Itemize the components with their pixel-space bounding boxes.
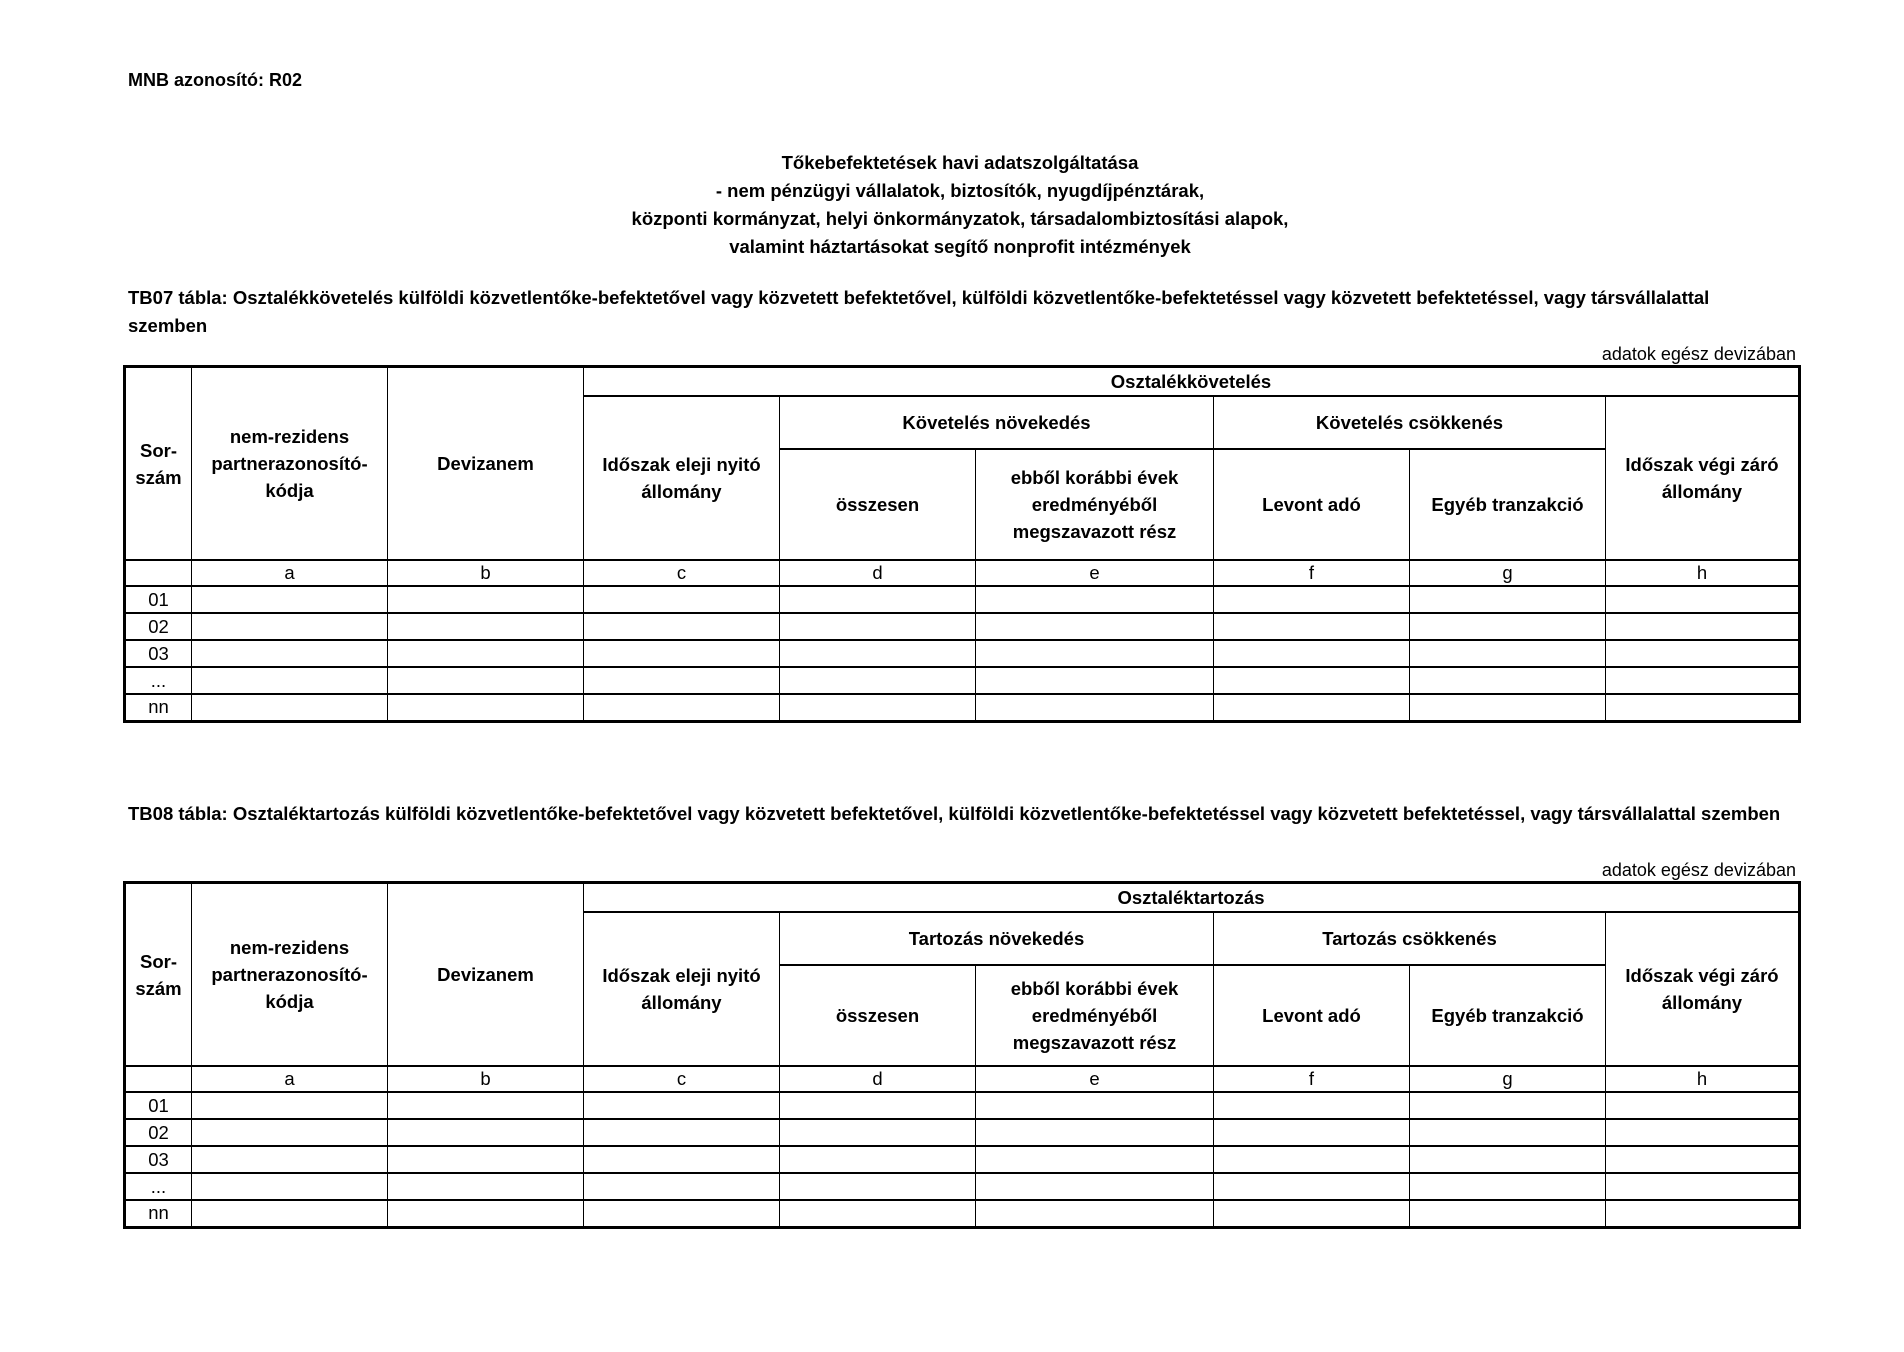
row-number: 02 — [125, 613, 192, 640]
row-number: ... — [125, 667, 192, 694]
header-opening-stock: Időszak eleji nyitó állomány — [584, 396, 780, 560]
data-cell[interactable] — [976, 586, 1214, 613]
data-cell[interactable] — [584, 1200, 780, 1227]
data-cell[interactable] — [192, 694, 388, 721]
header-closing-stock: Időszak végi záró állomány — [1606, 912, 1800, 1066]
data-cell[interactable] — [584, 586, 780, 613]
letter-cell: b — [388, 560, 584, 586]
header-decrease: Követelés csökkenés — [1214, 396, 1606, 449]
data-cell[interactable] — [976, 1119, 1214, 1146]
letter-cell: a — [192, 1066, 388, 1092]
data-cell[interactable] — [1410, 1200, 1606, 1227]
data-cell[interactable] — [780, 694, 976, 721]
data-cell[interactable] — [1410, 640, 1606, 667]
header-increase: Tartozás növekedés — [780, 912, 1214, 965]
data-cell[interactable] — [192, 1092, 388, 1119]
row-number: nn — [125, 1200, 192, 1227]
row-number: 01 — [125, 586, 192, 613]
data-cell[interactable] — [584, 613, 780, 640]
row-number: nn — [125, 694, 192, 721]
data-cell[interactable] — [584, 1119, 780, 1146]
data-cell[interactable] — [1606, 1173, 1800, 1200]
data-cell[interactable] — [1410, 1092, 1606, 1119]
data-cell[interactable] — [1606, 694, 1800, 721]
data-cell[interactable] — [1606, 613, 1800, 640]
data-cell[interactable] — [1410, 1173, 1606, 1200]
data-cell[interactable] — [584, 1092, 780, 1119]
header-group: Osztalékkövetelés — [584, 367, 1800, 397]
data-cell[interactable] — [1606, 640, 1800, 667]
letter-cell: e — [976, 560, 1214, 586]
data-cell[interactable] — [584, 1146, 780, 1173]
data-cell[interactable] — [1214, 694, 1410, 721]
tb08-unit-note: adatok egész devizában — [1601, 860, 1796, 880]
letter-cell: c — [584, 560, 780, 586]
header-other-transaction: Egyéb tranzakció — [1410, 449, 1606, 560]
data-cell[interactable] — [1214, 667, 1410, 694]
data-cell[interactable] — [780, 1092, 976, 1119]
letter-cell: c — [584, 1066, 780, 1092]
data-cell[interactable] — [192, 640, 388, 667]
data-cell[interactable] — [388, 1200, 584, 1227]
letter-cell — [125, 560, 192, 586]
data-cell[interactable] — [192, 1173, 388, 1200]
tb07-caption: TB07 tábla: Osztalékkövetelés külföldi közvetlentőke-befektetővel vagy közvetett befektetővel, külföldi közvetlentőke-befektetéssel vagy közvetett befektetéssel, vagy társvállalattal szemben — [128, 287, 1710, 336]
tb07-table — [123, 365, 1801, 723]
data-cell[interactable] — [976, 1092, 1214, 1119]
mnb-identifier: MNB azonosító: R02 — [128, 70, 303, 90]
data-cell[interactable] — [1214, 1119, 1410, 1146]
data-cell[interactable] — [780, 667, 976, 694]
header-opening-stock: Időszak eleji nyitó állomány — [584, 912, 780, 1066]
data-cell[interactable] — [1606, 667, 1800, 694]
header-other-transaction: Egyéb tranzakció — [1410, 965, 1606, 1066]
data-cell[interactable] — [1214, 1092, 1410, 1119]
header-group: Osztaléktartozás — [584, 883, 1800, 913]
tb07-unit-note: adatok egész devizában — [1601, 344, 1796, 364]
data-cell[interactable] — [976, 667, 1214, 694]
letter-cell: g — [1410, 1066, 1606, 1092]
data-cell[interactable] — [1410, 694, 1606, 721]
letter-cell — [125, 1066, 192, 1092]
letter-cell: e — [976, 1066, 1214, 1092]
data-cell[interactable] — [1410, 667, 1606, 694]
header-partner-code: nem-rezidens partnerazonosító-kódja — [192, 883, 388, 1067]
data-cell[interactable] — [192, 586, 388, 613]
document-title — [0, 149, 1904, 261]
data-cell[interactable] — [1606, 1119, 1800, 1146]
data-cell[interactable] — [1410, 1146, 1606, 1173]
header-withheld-tax: Levont adó — [1214, 965, 1410, 1066]
data-cell[interactable] — [192, 667, 388, 694]
data-cell[interactable] — [780, 1173, 976, 1200]
title-line: - nem pénzügyi vállalatok, biztosítók, nyugdíjpénztárak, — [715, 180, 1205, 201]
data-cell[interactable] — [584, 667, 780, 694]
header-row-number: Sor-szám — [125, 883, 192, 1067]
data-cell[interactable] — [780, 1119, 976, 1146]
letter-cell: d — [780, 560, 976, 586]
data-cell[interactable] — [1214, 1146, 1410, 1173]
data-cell[interactable] — [1214, 613, 1410, 640]
title-line: Tőkebefektetések havi adatszolgáltatása — [781, 152, 1139, 173]
data-cell[interactable] — [976, 1200, 1214, 1227]
row-number: 01 — [125, 1092, 192, 1119]
data-cell[interactable] — [388, 1146, 584, 1173]
header-currency: Devizanem — [388, 883, 584, 1067]
letter-cell: b — [388, 1066, 584, 1092]
data-cell[interactable] — [192, 1146, 388, 1173]
data-cell[interactable] — [388, 613, 584, 640]
title-line: valamint háztartásokat segítő nonprofit intézmények — [729, 236, 1191, 257]
header-of-which-prior-years: ebből korábbi évek eredményéből megszavazott rész — [976, 449, 1214, 560]
data-cell[interactable] — [388, 1119, 584, 1146]
data-cell[interactable] — [780, 613, 976, 640]
data-cell[interactable] — [584, 1173, 780, 1200]
data-cell[interactable] — [388, 1173, 584, 1200]
header-row-number: Sor-szám — [125, 367, 192, 561]
data-cell[interactable] — [1606, 1092, 1800, 1119]
data-cell[interactable] — [976, 694, 1214, 721]
data-cell[interactable] — [192, 1200, 388, 1227]
data-cell[interactable] — [1410, 586, 1606, 613]
letter-cell: f — [1214, 1066, 1410, 1092]
data-cell[interactable] — [976, 613, 1214, 640]
letter-cell: f — [1214, 560, 1410, 586]
data-cell[interactable] — [1606, 1146, 1800, 1173]
letter-cell: h — [1606, 560, 1800, 586]
data-cell[interactable] — [192, 1119, 388, 1146]
header-currency: Devizanem — [388, 367, 584, 561]
data-cell[interactable] — [780, 1146, 976, 1173]
letter-cell: a — [192, 560, 388, 586]
header-closing-stock: Időszak végi záró állomány — [1606, 396, 1800, 560]
tb08-table — [123, 881, 1801, 1229]
row-number: 03 — [125, 1146, 192, 1173]
data-cell[interactable] — [780, 586, 976, 613]
row-number: ... — [125, 1173, 192, 1200]
header-partner-code: nem-rezidens partnerazonosító-kódja — [192, 367, 388, 561]
data-cell[interactable] — [1606, 586, 1800, 613]
header-of-which-prior-years: ebből korábbi évek eredményéből megszavazott rész — [976, 965, 1214, 1066]
data-cell[interactable] — [976, 1146, 1214, 1173]
header-decrease: Tartozás csökkenés — [1214, 912, 1606, 965]
data-cell[interactable] — [1410, 613, 1606, 640]
header-total: összesen — [780, 965, 976, 1066]
letter-cell: d — [780, 1066, 976, 1092]
data-cell[interactable] — [1214, 640, 1410, 667]
tb08-caption: TB08 tábla: Osztaléktartozás külföldi közvetlentőke-befektetővel vagy közvetett befektetővel, külföldi közvetlentőke-befektetéssel vagy közvetett befektetéssel, vagy társvállalattal szemben — [128, 803, 1781, 824]
title-line: központi kormányzat, helyi önkormányzatok, társadalombiztosítási alapok, — [631, 208, 1289, 229]
data-cell[interactable] — [388, 586, 584, 613]
data-cell[interactable] — [192, 613, 388, 640]
data-cell[interactable] — [388, 1092, 584, 1119]
header-increase: Követelés növekedés — [780, 396, 1214, 449]
letter-cell: g — [1410, 560, 1606, 586]
data-cell[interactable] — [1214, 1173, 1410, 1200]
data-cell[interactable] — [388, 694, 584, 721]
data-cell[interactable] — [1410, 1119, 1606, 1146]
data-cell[interactable] — [388, 667, 584, 694]
data-cell[interactable] — [1214, 1200, 1410, 1227]
data-cell[interactable] — [976, 1173, 1214, 1200]
letter-cell: h — [1606, 1066, 1800, 1092]
header-withheld-tax: Levont adó — [1214, 449, 1410, 560]
data-cell[interactable] — [780, 1200, 976, 1227]
data-cell[interactable] — [780, 640, 976, 667]
data-cell[interactable] — [388, 640, 584, 667]
data-cell[interactable] — [976, 640, 1214, 667]
data-cell[interactable] — [1606, 1200, 1800, 1227]
data-cell[interactable] — [1214, 586, 1410, 613]
row-number: 02 — [125, 1119, 192, 1146]
header-total: összesen — [780, 449, 976, 560]
data-cell[interactable] — [584, 694, 780, 721]
row-number: 03 — [125, 640, 192, 667]
data-cell[interactable] — [584, 640, 780, 667]
